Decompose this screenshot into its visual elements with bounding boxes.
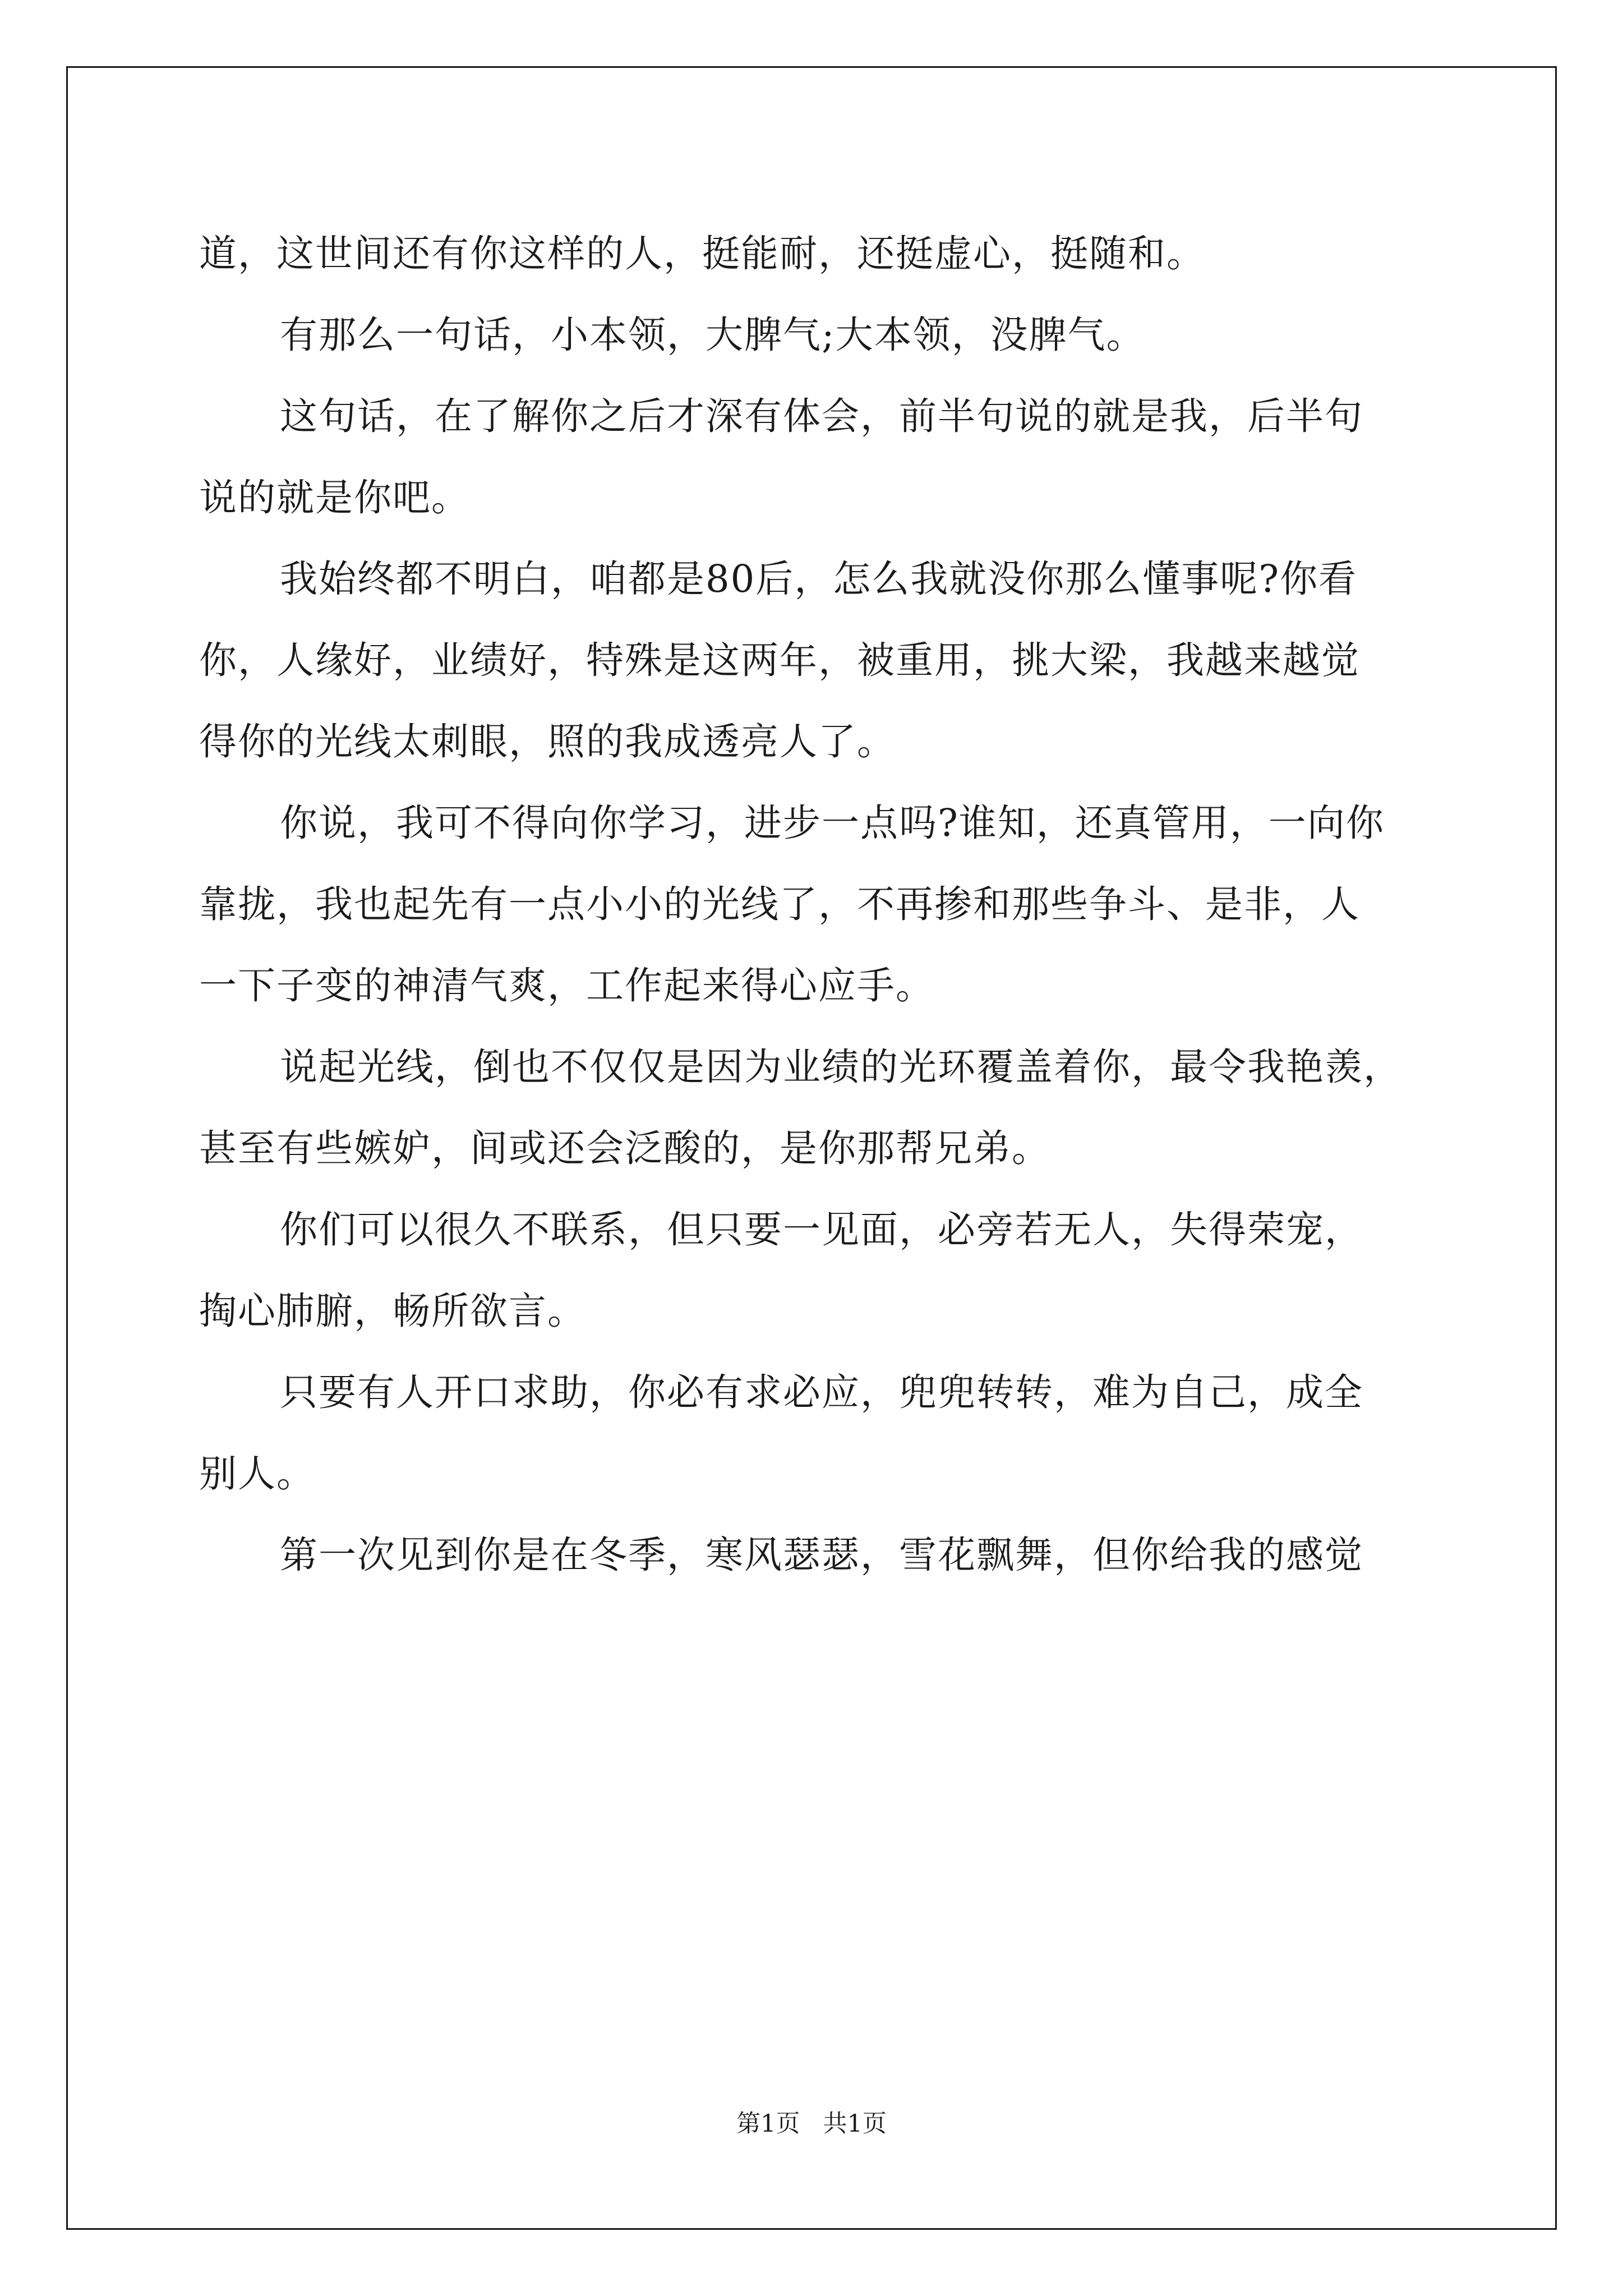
text-line: 只要有人开口求助，你必有求必应，兜兜转转，难为自己，成全 xyxy=(280,1370,1363,1414)
page-footer xyxy=(0,2105,1623,2139)
text-line: 道，这世间还有你这样的人，挺能耐，还挺虚心，挺随和。 xyxy=(199,232,1205,275)
text-line: 你们可以很久不联系，但只要一见面，必旁若无人，失得荣宠， xyxy=(280,1208,1363,1251)
text-line: 你，人缘好，业绩好，特殊是这两年，被重用，挑大梁，我越来越觉 xyxy=(199,638,1360,682)
text-line: 说的就是你吧。 xyxy=(199,476,470,519)
paragraph-4 xyxy=(199,539,1467,783)
paragraph-5 xyxy=(199,783,1467,1027)
text-line: 这句话，在了解你之后才深有体会，前半句说的就是我，后半句 xyxy=(280,394,1363,438)
text-line: 我始终都不明白，咱都是80后，怎么我就没你那么懂事呢?你看 xyxy=(280,557,1358,601)
paragraph-9 xyxy=(199,1515,1467,1596)
paragraph-1 xyxy=(199,213,1467,295)
text-line: 甚至有些嫉妒，间或还会泛酸的，是你那帮兄弟。 xyxy=(199,1126,1050,1170)
text-line: 别人。 xyxy=(199,1452,315,1496)
text-line: 第一次见到你是在冬季，寒风瑟瑟，雪花飘舞，但你给我的感觉 xyxy=(280,1533,1363,1577)
text-line: 说起光线，倒也不仅仅是因为业绩的光环覆盖着你，最令我艳羡， xyxy=(280,1045,1402,1089)
page-number: 第1页 xyxy=(736,2110,800,2138)
text-line: 一下子变的神清气爽，工作起来得心应手。 xyxy=(199,964,934,1007)
text-line: 有那么一句话，小本领，大脾气;大本领，没脾气。 xyxy=(280,313,1145,357)
paragraph-8 xyxy=(199,1352,1467,1515)
paragraph-2 xyxy=(199,295,1467,376)
text-line: 靠拢，我也起先有一点小小的光线了，不再掺和那些争斗、是非，人 xyxy=(199,882,1360,926)
document-body xyxy=(199,213,1467,1596)
paragraph-3 xyxy=(199,376,1467,539)
page-total: 共1页 xyxy=(823,2110,887,2138)
text-line: 你说，我可不得向你学习，进步一点吗?谁知，还真管用，一向你 xyxy=(280,801,1385,845)
text-line: 掏心肺腑，畅所欲言。 xyxy=(199,1289,586,1333)
paragraph-7 xyxy=(199,1189,1467,1352)
text-line: 得你的光线太刺眼，照的我成透亮人了。 xyxy=(199,720,896,763)
paragraph-6 xyxy=(199,1027,1467,1189)
